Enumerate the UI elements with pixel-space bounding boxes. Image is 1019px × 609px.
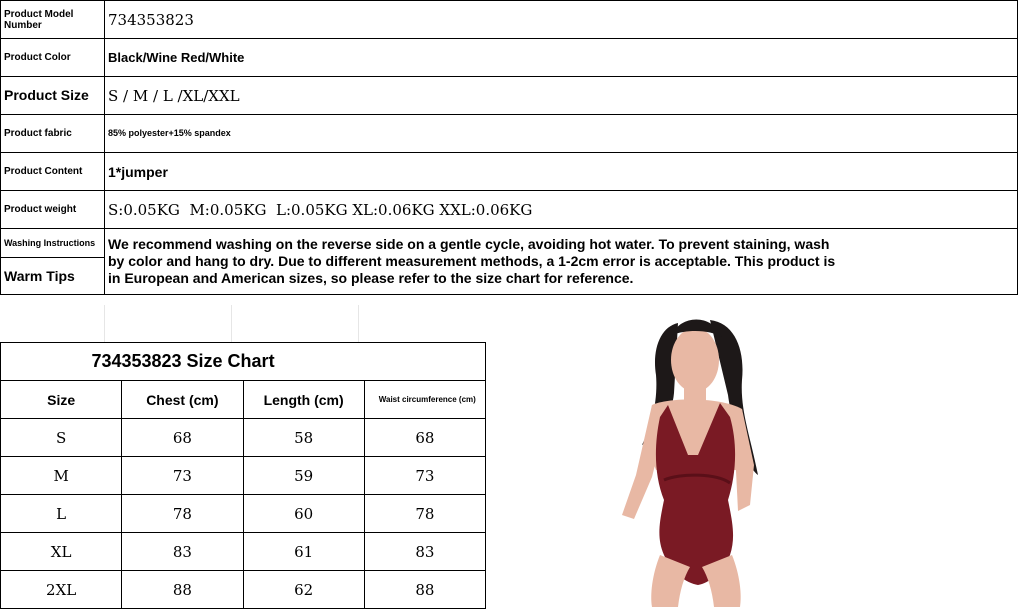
chest-cell: 73: [122, 457, 243, 495]
spec-value: 734353823: [105, 1, 1018, 39]
spec-label: Product weight: [1, 191, 105, 229]
waist-cell: 73: [364, 457, 485, 495]
spec-row: [1, 77, 1018, 115]
size-cell: L: [1, 495, 122, 533]
spec-label: Product Size: [1, 77, 105, 115]
column-header-chest: Chest (cm): [122, 381, 243, 419]
table-row: [1, 457, 486, 495]
spec-label: Product Color: [1, 39, 105, 77]
size-chart-title-row: [1, 343, 486, 381]
fabric-text: 85% polyester+15% spandex: [108, 128, 231, 138]
size-cell: M: [1, 457, 122, 495]
size-chart-table: [0, 342, 486, 609]
chest-cell: 83: [122, 533, 243, 571]
spec-value: 1*jumper: [105, 153, 1018, 191]
size-chart-title: 734353823 Size Chart: [1, 343, 486, 381]
column-header-waist: Waist circumference (cm): [364, 381, 485, 419]
chest-cell: 78: [122, 495, 243, 533]
waist-cell: 83: [364, 533, 485, 571]
spec-row: [1, 115, 1018, 153]
size-cell: XL: [1, 533, 122, 571]
length-cell: 62: [243, 571, 364, 609]
length-cell: 59: [243, 457, 364, 495]
spec-value: S / M / L /XL/XXL: [105, 77, 1018, 115]
size-chart-header-row: [1, 381, 486, 419]
spec-row: [1, 229, 1018, 258]
grid-divider: [231, 305, 232, 342]
length-cell: 60: [243, 495, 364, 533]
spec-row: [1, 39, 1018, 77]
spec-value: Black/Wine Red/White: [105, 39, 1018, 77]
product-spec-table: [0, 0, 1018, 295]
face: [671, 328, 719, 392]
size-cell: 2XL: [1, 571, 122, 609]
waist-cell: 88: [364, 571, 485, 609]
waist-cell: 78: [364, 495, 485, 533]
column-header-size: Size: [1, 381, 122, 419]
chest-cell: 68: [122, 419, 243, 457]
table-row: [1, 571, 486, 609]
spec-label: Warm Tips: [1, 258, 105, 295]
table-row: [1, 419, 486, 457]
washing-notes: We recommend washing on the reverse side on a gentle cycle, avoiding hot water. To prevent staining, wash by color and hang to dry. Due to different measurement methods, a 1-2cm error is acceptable. This product is in European and American sizes, so please refer to the size chart for reference.: [105, 229, 1018, 295]
product-photo: [560, 305, 835, 607]
table-row: [1, 495, 486, 533]
length-cell: 61: [243, 533, 364, 571]
table-row: [1, 533, 486, 571]
spec-row: [1, 153, 1018, 191]
spec-value: S:0.05KG M:0.05KG L:0.05KG XL:0.06KG XXL:0.06KG: [105, 191, 1018, 229]
grid-divider: [358, 305, 359, 342]
grid-divider: [104, 305, 105, 342]
spec-row: [1, 1, 1018, 39]
spec-label: Product fabric: [1, 115, 105, 153]
spec-label: Washing Instructions: [1, 229, 105, 258]
waist-cell: 68: [364, 419, 485, 457]
spec-label: Product Model Number: [1, 1, 105, 39]
chest-cell: 88: [122, 571, 243, 609]
spec-row: [1, 191, 1018, 229]
column-header-length: Length (cm): [243, 381, 364, 419]
length-cell: 58: [243, 419, 364, 457]
spec-label: Product Content: [1, 153, 105, 191]
spec-value: [105, 115, 1018, 153]
size-cell: S: [1, 419, 122, 457]
